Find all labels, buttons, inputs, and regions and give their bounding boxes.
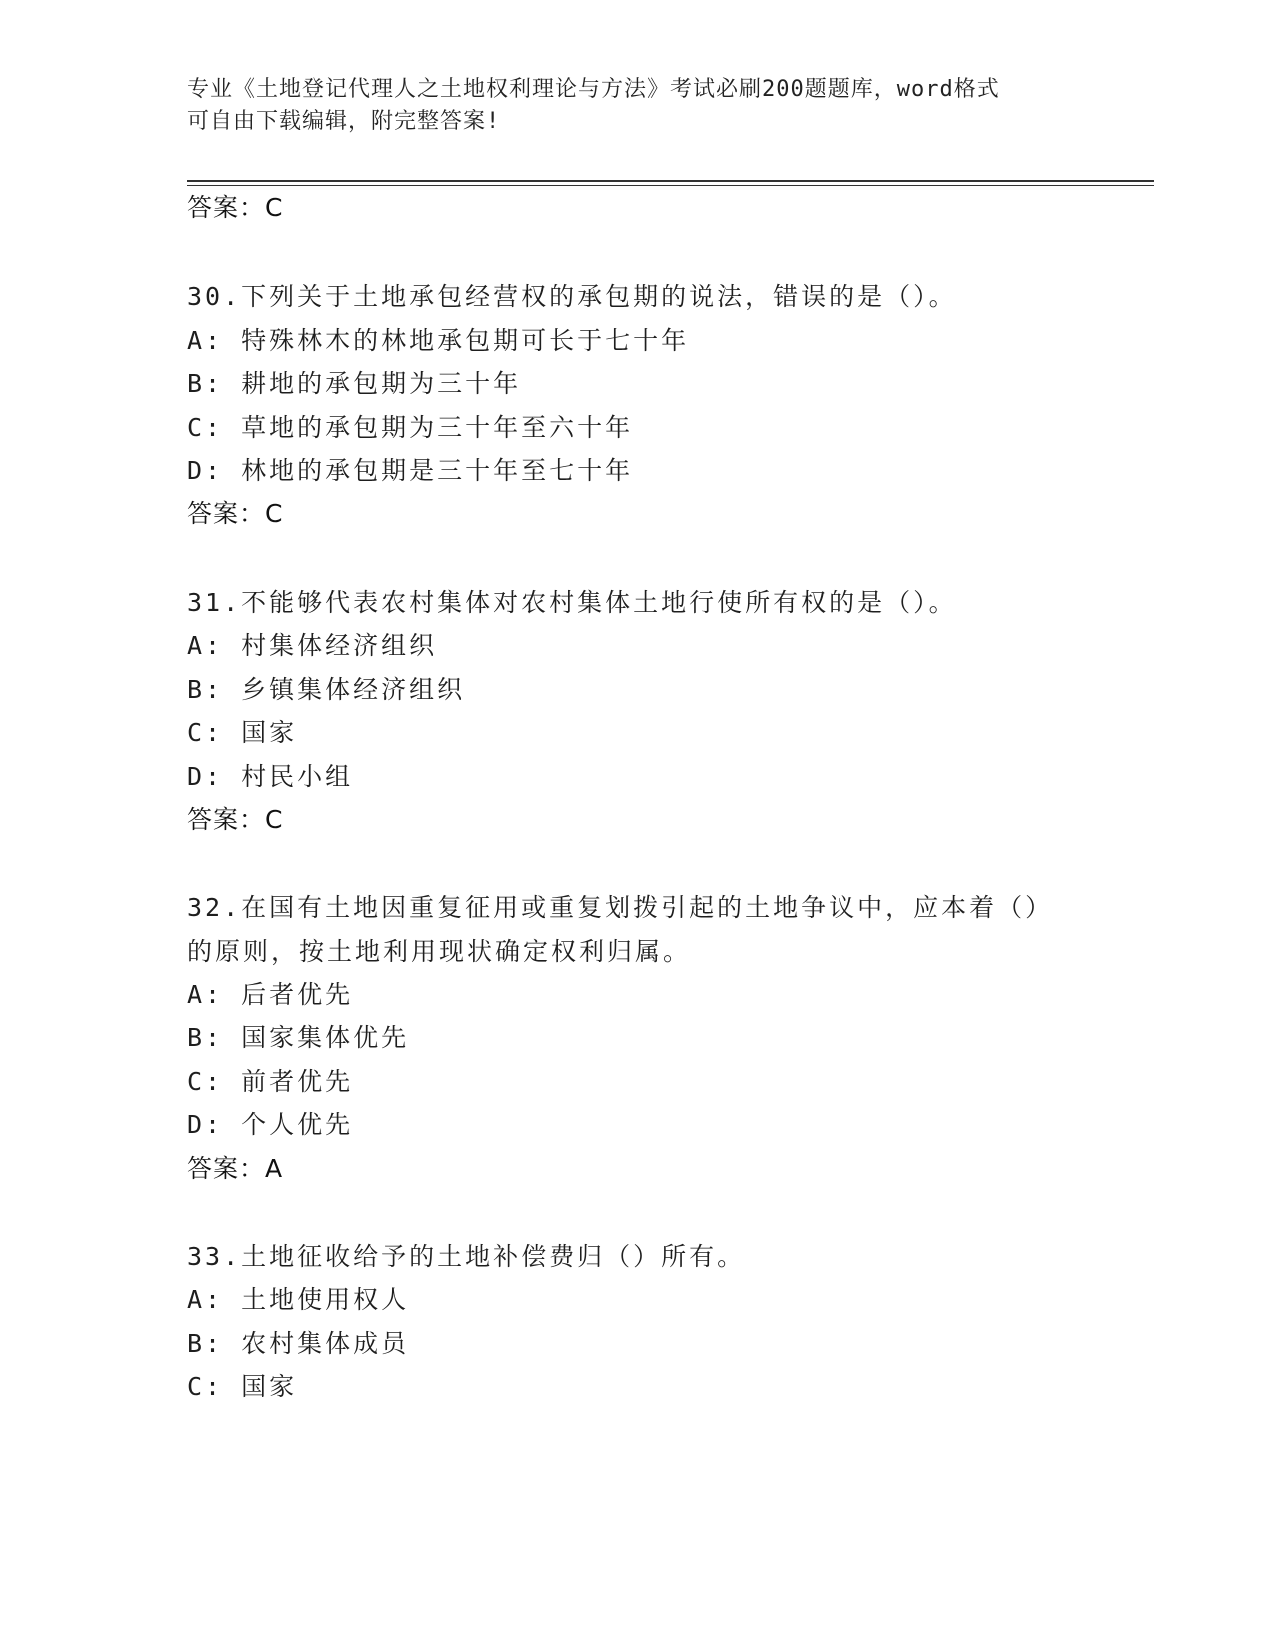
question-stem-continued: 的原则，按土地利用现状确定权利归属。 — [187, 937, 692, 966]
option-c: C: 草地的承包期为三十年至六十年 — [187, 413, 634, 442]
header-title-line-1: 专业《土地登记代理人之土地权利理论与方法》考试必刷200题题库，word格式 — [187, 77, 1000, 102]
question-stem: 33.土地征收给予的土地补偿费归（）所有。 — [187, 1242, 746, 1271]
option-c: C: 国家 — [187, 718, 298, 747]
header-divider — [187, 180, 1154, 182]
option-d: D: 村民小组 — [187, 762, 354, 791]
option-b: B: 农村集体成员 — [187, 1329, 410, 1358]
question-stem: 32.在国有土地因重复征用或重复划拨引起的土地争议中，应本着（） — [187, 893, 1054, 922]
answer-line: 答案：A — [187, 1154, 284, 1183]
answer-line: 答案：C — [187, 499, 284, 528]
option-a: A: 村集体经济组织 — [187, 631, 438, 660]
option-b: B: 乡镇集体经济组织 — [187, 675, 466, 704]
option-a: A: 后者优先 — [187, 980, 354, 1009]
option-b: B: 耕地的承包期为三十年 — [187, 369, 522, 398]
header-divider-thin — [187, 185, 1154, 186]
option-d: D: 个人优先 — [187, 1110, 354, 1139]
option-a: A: 特殊林木的林地承包期可长于七十年 — [187, 326, 690, 355]
question-stem: 31.不能够代表农村集体对农村集体土地行使所有权的是（）。 — [187, 588, 957, 617]
document-header — [187, 74, 1087, 138]
answer-line: 答案：C — [187, 805, 284, 834]
answer-line: 答案：C — [187, 193, 284, 222]
question-stem: 30.下列关于土地承包经营权的承包期的说法，错误的是（）。 — [187, 282, 957, 311]
header-title-line-2: 可自由下载编辑，附完整答案! — [187, 109, 501, 134]
option-d: D: 林地的承包期是三十年至七十年 — [187, 456, 634, 485]
option-b: B: 国家集体优先 — [187, 1023, 410, 1052]
option-a: A: 土地使用权人 — [187, 1285, 410, 1314]
option-c: C: 前者优先 — [187, 1067, 354, 1096]
option-c: C: 国家 — [187, 1372, 298, 1401]
